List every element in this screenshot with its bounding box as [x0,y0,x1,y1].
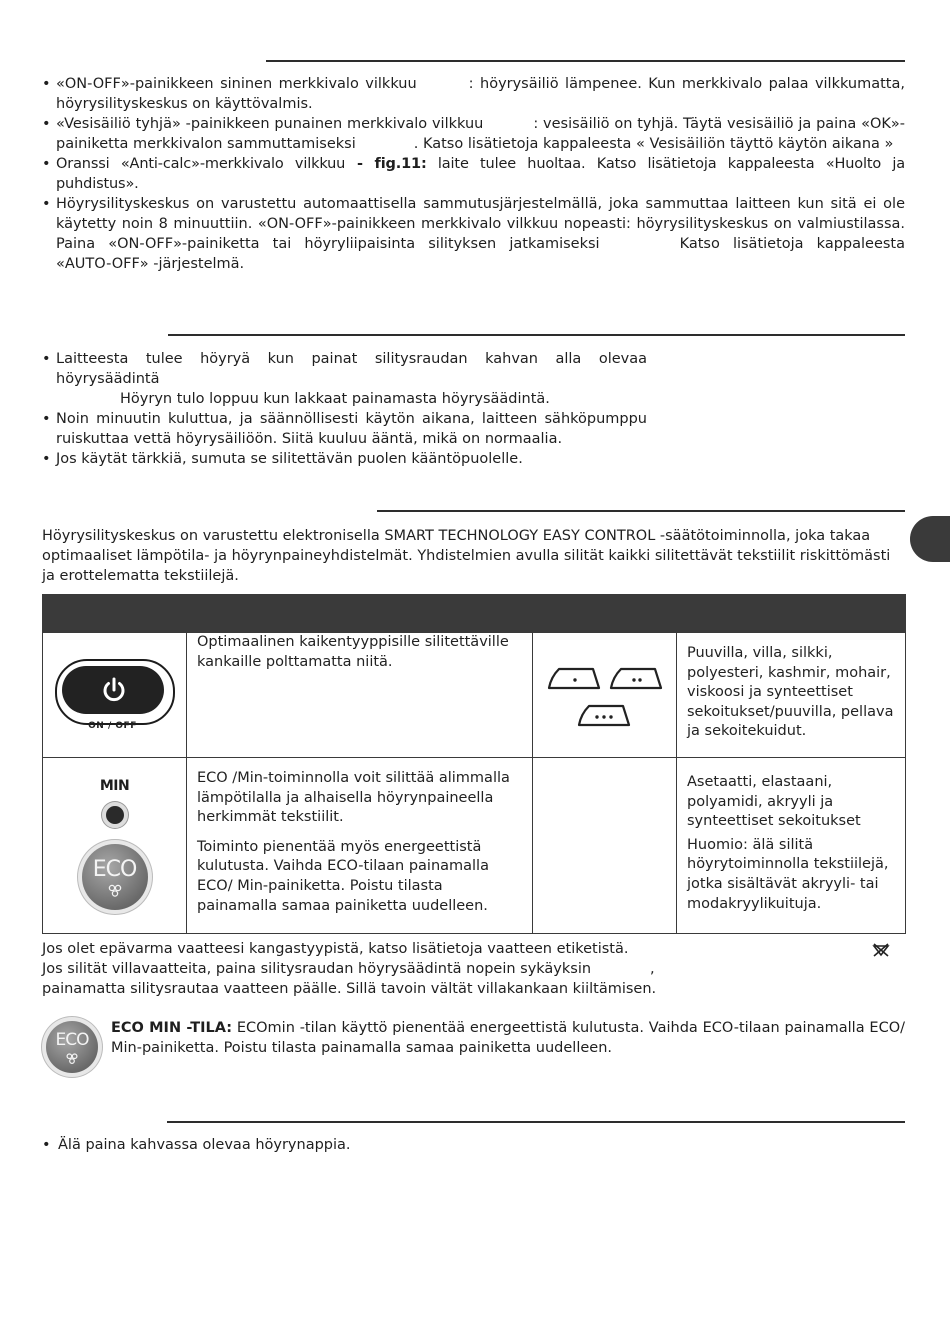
fabrics-text: Asetaatti, elastaani, polyamidi, akryyli ja synteettiset sekoitukset [687,774,861,830]
bullet-water-tank-empty: • «Vesisäiliö tyhjä» -painikkeen punainen merkkivalo vilkkuu : vesisäiliö on tyhjä. Täytä vesisäiliö ja paina «OK»-painiketta merkkivalon sammuttamiseksi . Katso lisätietoja kappaleesta « Vesisäiliön täyttö käytön aikana » [42,114,905,154]
fabrics-text: Puuvilla, villa, silkki, polyesteri, kashmir, mohair, viskoosi ja synteettiset sekoitukset/puuvilla, pellava ja sekoitekuidut. [687,645,894,740]
bullet-onoff-indicator: • «ON-OFF»-painikkeen sininen merkkivalo vilkkuu : höyrysäiliö lämpenee. Kun merkkivalo palaa vilkkumatta, höyrysilityskeskus on käyttövalmis. [42,74,905,114]
eco-min-button-cell [43,758,187,934]
table-header-row [43,595,906,633]
table-header-cell [677,595,906,633]
smart-technology-intro: Höyrysilityskeskus on varustettu elektronisella SMART TECHNOLOGY EASY CONTROL -säätötoiminnolla, joka takaa optimaaliset lämpötila- ja höyrynpaineyhdistelmät. Yhdistelmien avulla silität kaikki silitettävät tekstiilit riskittömästi ja erottelematta tekstiilejä. [42,528,891,584]
wool-ironing-tip: Jos silität villavaatteita, paina silitysraudan höyrysäädintä nopein sykäyksin [42,961,592,977]
bullet-auto-off: • Höyrysilityskeskus on varustettu automaattisella sammutusjärjestelmällä, joka sammuttaa laitteen kun sitä ei ole käytetty noin 8 minuuttiin. «ON-OFF»-painikkeen merkkivalo vilkkuu nopeasti: höyrysilityskeskus on valmiustilassa. Paina «ON-OFF»-painiketta tai höyryliipaisinta silityksen jatkamiseksi Katso lisätietoja kappaleesta «AUTO-OFF» -järjestelmä. [42,194,905,274]
onoff-button-cell [43,633,187,758]
min-led-icon [102,802,128,828]
fabrics-cell [677,633,906,758]
eco-min-title: ECO MIN -TILA: [111,1020,233,1036]
steam-drops-icon [65,1051,79,1065]
section-1-bullets [42,74,905,274]
bullet-starch: • Jos käytät tärkkiä, sumuta se silitettävän puolen kääntöpuolelle. [42,449,647,469]
table-header-cell [43,595,187,633]
onoff-label: ON / OFF [88,721,137,731]
fabric-label-hint: Jos olet epävarma vaatteesi kangastyypistä, katso lisätietoja vaatteen etiketistä. [42,941,629,957]
eco-min-mode-paragraph [111,1018,905,1058]
eco-button-icon [82,844,148,910]
table-header-cell [533,595,677,633]
iron-temperature-icons [533,633,677,751]
bullet-steam-trigger: • Laitteesta tulee höyryä kun painat silitysraudan kahvan alla olevaa höyrysäädintä Höyryn tulo loppuu kun lakkaat painamasta höyrysäädintä. [42,349,647,409]
fabrics-cell [677,758,906,934]
bullet-pump-noise: • Noin minuutin kuluttua, ja säännöllisesti käytön aikana, laitteen sähköpumppu ruiskuttaa vettä höyrysäiliöön. Siitä kuuluu ääntä, mikä on normaalia. [42,409,647,449]
table-header-cell [187,595,533,633]
bullet-anti-calc: • Oranssi «Anti-calc»-merkkivalo vilkkuu - fig.11: laite tulee huoltaa. Katso lisätietoja kappaleesta «Huolto ja puhdistus». [42,154,905,194]
language-tab-marker [910,516,950,562]
section-4-bullets [42,1135,905,1155]
min-label: MIN [99,778,130,794]
settings-table [42,594,906,934]
eco-button-label: ECO [92,857,137,882]
fabrics-warning: Huomio: älä silitä höyrytoiminnolla tekstiilejä, jotka sisältävät akryyli- tai modakryylikuituja. [687,836,889,912]
section-2-heading-rule [168,334,905,336]
care-label-icon [872,943,890,957]
table-row [43,758,906,934]
eco-min-text: ECOmin -tilan käyttö pienentää energeettistä kulutusta. Vaihda ECO-tilaan painamalla ECO/ Min-painiketta. Poistu tilasta painamalla samaa painiketta uudelleen. [111,1020,905,1056]
description-text: Optimaalinen kaikentyyppisille silitettäville kankaille polttamatta niitä. [197,634,509,670]
eco-mode-icon [46,1021,98,1073]
table-row [43,633,906,758]
wool-ironing-comma: , [650,961,655,977]
description-text: Toiminto pienentää myös energeettistä kulutusta. Vaihda ECO-tilaan painamalla ECO/ Min-painiketta. Poistu tilasta painamalla samaa painiketta uudelleen. [197,838,489,914]
wool-ironing-tip-cont: painamatta silitysrautaa vaatteen päälle. Sillä tavoin vältät villakankaan kiiltämisen. [42,981,657,997]
steam-drops-icon [107,882,123,898]
section-4-heading-rule [167,1121,905,1123]
section-3-heading-rule [377,510,905,512]
bullet-steam-button: • Älä paina kahvassa olevaa höyrynappia. [42,1135,905,1155]
empty-symbol-cell [533,758,677,934]
onoff-button-illustration [55,659,175,733]
description-cell [187,633,533,758]
section-2-bullets [42,349,647,469]
iron-symbols-cell [533,633,677,758]
eco-mode-icon-label: ECO [55,1030,89,1050]
description-text: ECO /Min-toiminnolla voit silittää alimmalla lämpötilalla ja alhaisella höyrynpaineella herkimmät tekstiilit. [197,770,510,826]
section-1-heading-rule [266,60,905,62]
description-cell [187,758,533,934]
power-icon [99,675,129,705]
